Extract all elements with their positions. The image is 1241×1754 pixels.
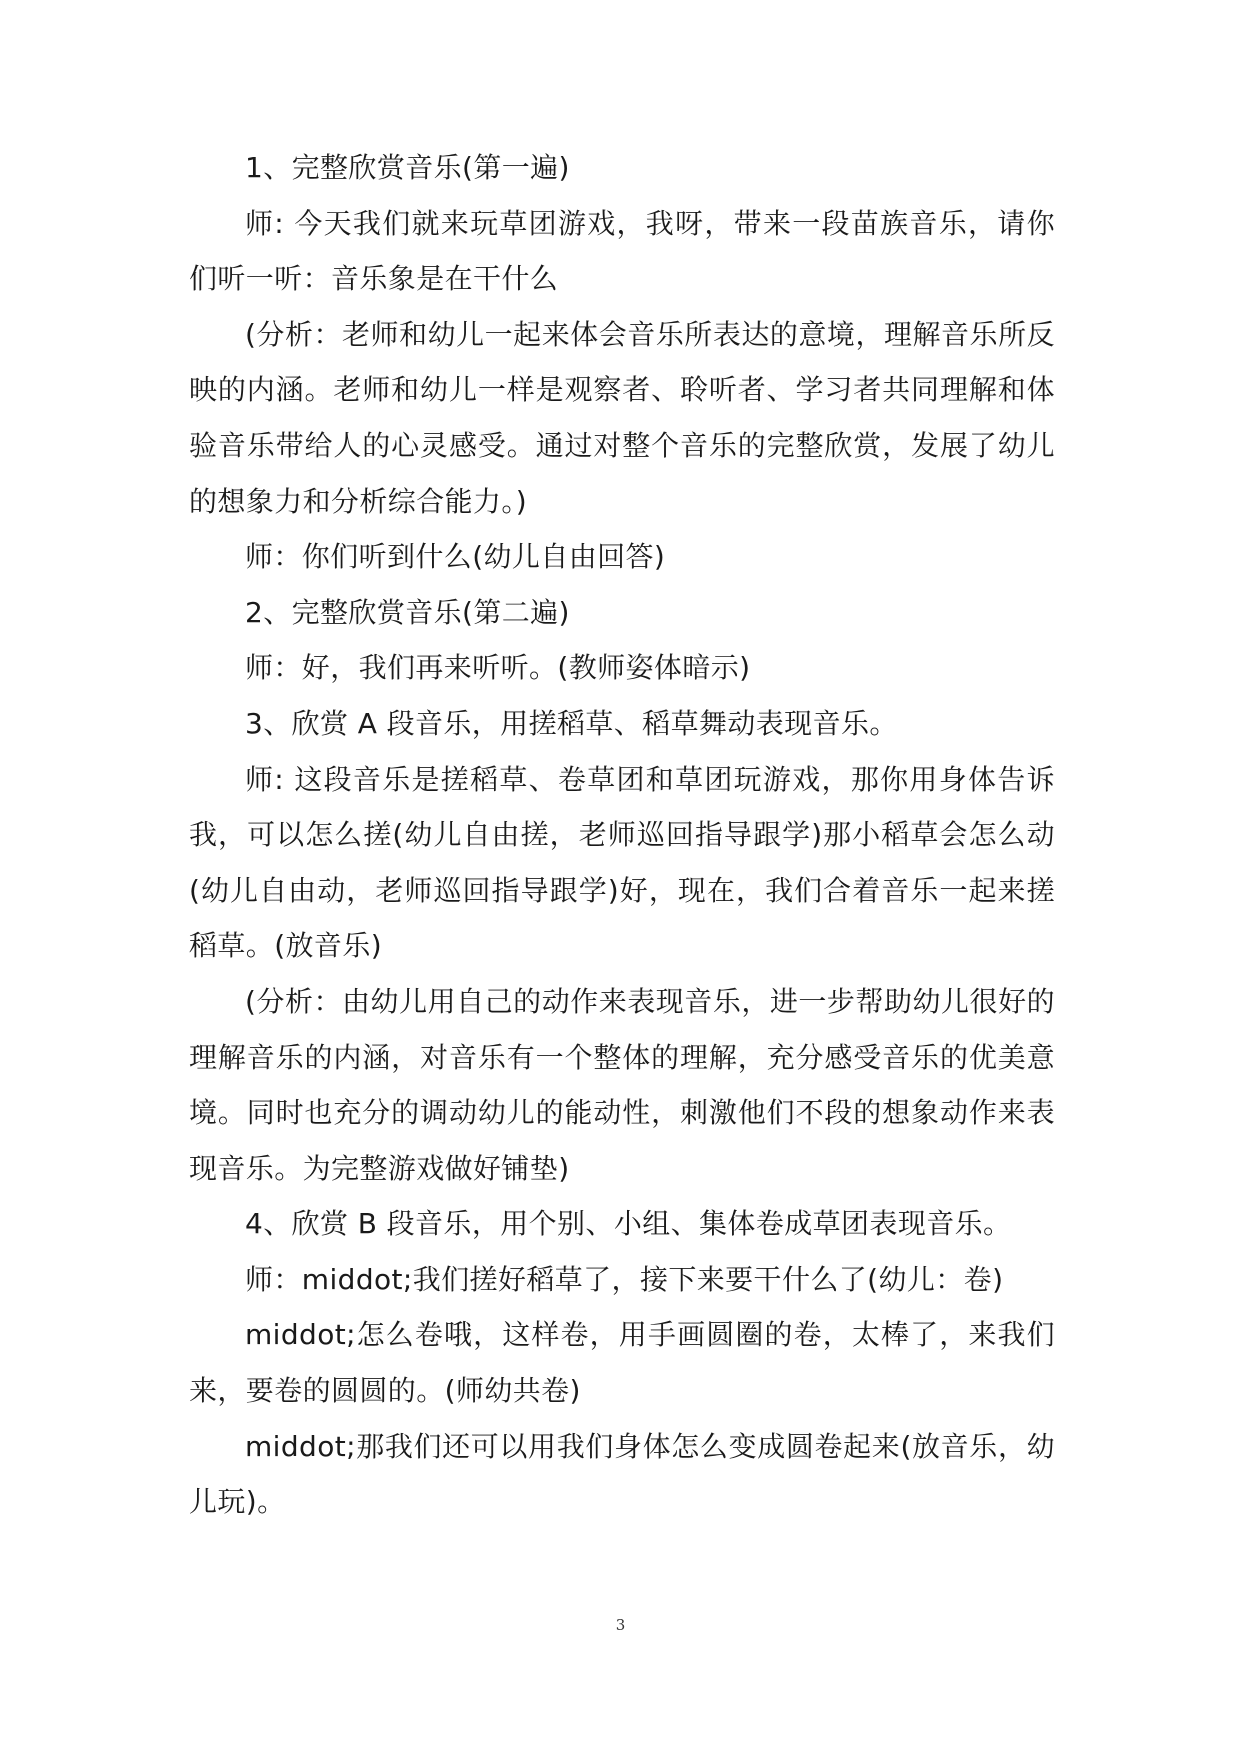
- paragraph-11: 师：middot;我们搓好稻草了，接下来要干什么了(幼儿：卷): [245, 1262, 1004, 1296]
- paragraph-3: (分析：老师和幼儿一起来体会音乐所表达的意境，理解音乐所反映的内涵。老师和幼儿一样是观察者、聆听者、学习者共同理解和体验音乐带给人的心灵感受。通过对整个音乐的完整欣赏，发展了幼儿的想象力和分析综合能力。): [189, 317, 1055, 518]
- paragraph-10: 4、欣赏 B 段音乐，用个别、小组、集体卷成草团表现音乐。: [245, 1207, 1012, 1241]
- paragraph-8: 师: 这段音乐是搓稻草、卷草团和草团玩游戏，那你用身体告诉我，可以怎么搓(幼儿自由搓，老师巡回指导跟学)那小稻草会怎么动(幼儿自由动，老师巡回指导跟学)好，现在，我们合着音乐一起来搓稻草。(放音乐): [189, 762, 1055, 963]
- paragraph-5: 2、完整欣赏音乐(第二遍): [245, 595, 570, 629]
- paragraph-9: (分析：由幼儿用自己的动作来表现音乐，进一步帮助幼儿很好的理解音乐的内涵，对音乐有一个整体的理解，充分感受音乐的优美意境。同时也充分的调动幼儿的能动性，刺激他们不段的想象动作来表现音乐。为完整游戏做好铺垫): [189, 984, 1055, 1185]
- paragraph-12: middot;怎么卷哦，这样卷，用手画圆圈的卷，太棒了，来我们来，要卷的圆圆的。(师幼共卷): [189, 1318, 1055, 1408]
- paragraph-7: 3、欣赏 A 段音乐，用搓稻草、稻草舞动表现音乐。: [245, 706, 898, 740]
- paragraph-13: middot;那我们还可以用我们身体怎么变成圆卷起来(放音乐，幼儿玩)。: [189, 1429, 1055, 1519]
- paragraph-1: 1、完整欣赏音乐(第一遍): [245, 151, 570, 184]
- document-body: [189, 140, 1055, 1530]
- paragraph-2: 师: 今天我们就来玩草团游戏，我呀，带来一段苗族音乐，请你们听一听：音乐象是在干什么: [189, 206, 1055, 296]
- page-number: 3: [615, 1616, 626, 1634]
- paragraph-4: 师：你们听到什么(幼儿自由回答): [245, 540, 666, 574]
- paragraph-6: 师：好，我们再来听听。(教师姿体暗示): [245, 651, 751, 685]
